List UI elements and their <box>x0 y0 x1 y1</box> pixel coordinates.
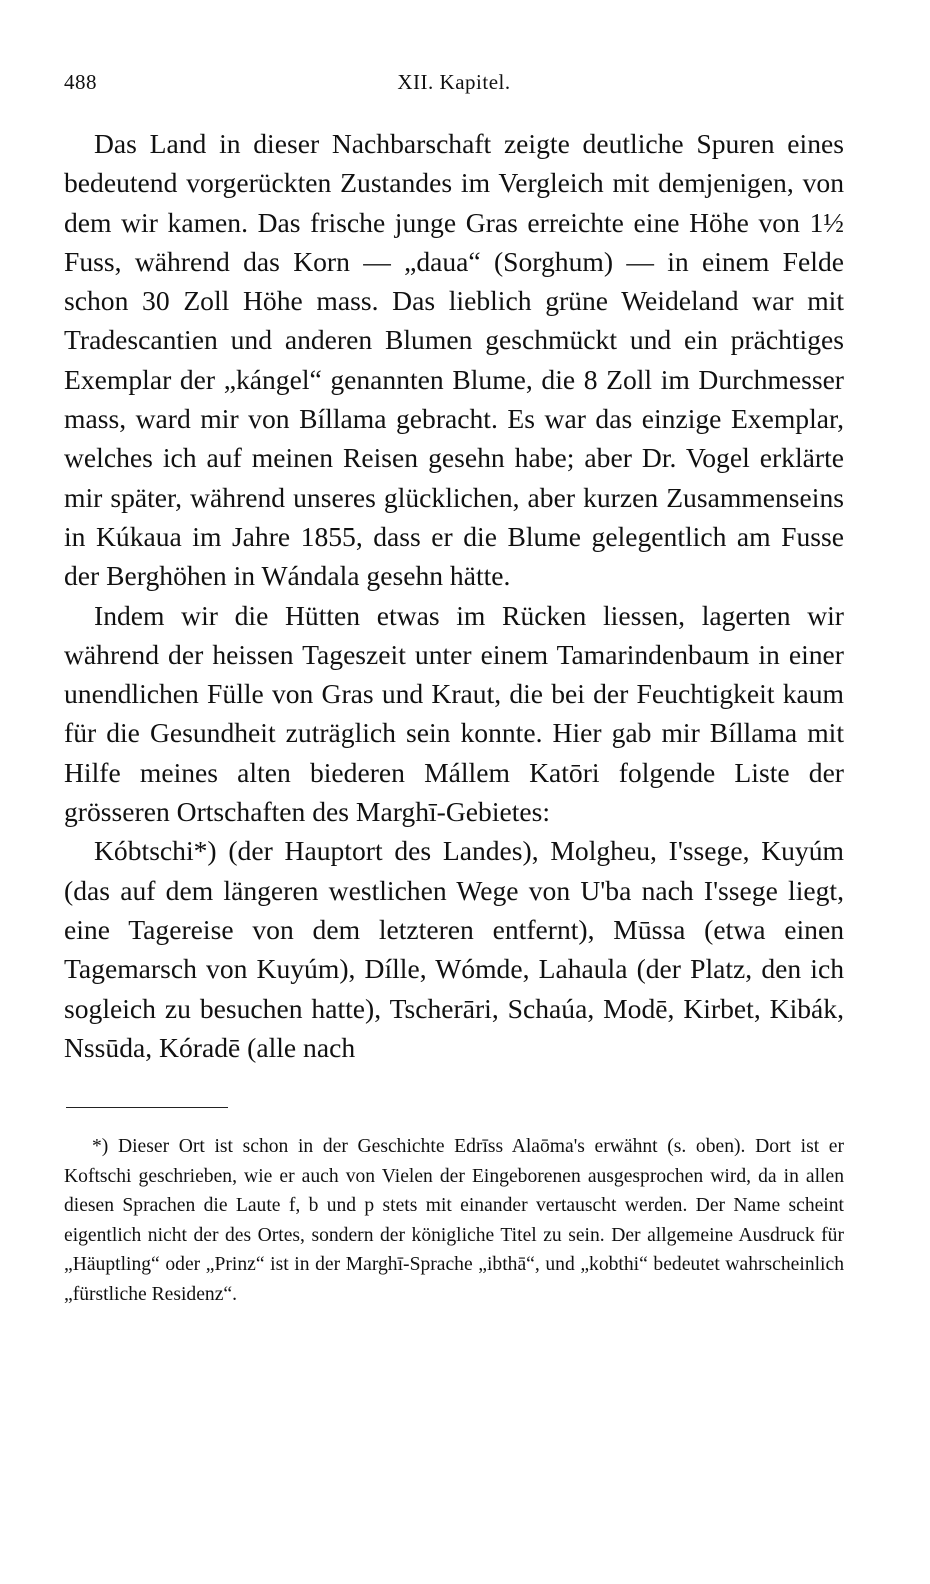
book-page <box>64 70 844 1329</box>
paragraph: Kóbtschi*) (der Hauptort des Landes), Molgheu, I'ssege, Kuyúm (das auf dem längeren westlichen Wege von U'ba nach I'ssege liegt, eine Tagereise von dem letzteren entfernt), Mūssa (etwa einen Tagemarsch von Kuyúm), Dílle, Wómde, Lahaula (der Platz, den ich sogleich zu besuchen hatte), Tscherāri, Schaúa, Modē, Kirbet, Kibák, Nssūda, Kóradē (alle nach <box>64 835 844 1063</box>
chapter-title: XII. Kapitel. <box>397 70 511 94</box>
footnote: *) Dieser Ort ist schon in der Geschichte Edrīss Alaōma's erwähnt (s. oben). Dort ist er Koftschi geschrieben, wie er auch von Vielen der Eingeborenen ausgesprochen wird, da in allen diesen Sprachen die Laute f, b und p stets mit einander vertauscht werden. Der Name scheint eigentlich nicht der des Ortes, sondern der königliche Titel zu sein. Der allgemeine Ausdruck für „Häuptling“ oder „Prinz“ ist in der Marghī-Sprache „ibthā“, und „kobthi“ bedeutet wahrscheinlich „fürstliche Residenz“. <box>64 1136 844 1305</box>
paragraph: Indem wir die Hütten etwas im Rücken liessen, lagerten wir während der heissen Tageszeit unter einem Tamarindenbaum in einer unendlichen Fülle von Gras und Kraut, die bei der Feuchtigkeit kaum für die Gesundheit zuträglich sein konnte. Hier gab mir Bíllama mit Hilfe meines alten biederen Mállem Katōri folgende Liste der grösseren Ortschaften des Marghī-Gebietes: <box>64 599 844 828</box>
footnote-divider <box>66 1107 228 1108</box>
paragraph: Das Land in dieser Nachbarschaft zeigte deutliche Spuren eines bedeutend vorgerückten Zustandes im Vergleich mit demjenigen, von dem wir kamen. Das frische junge Gras erreichte eine Höhe von 1½ Fuss, während das Korn — „daua“ (Sorghum) — in einem Felde schon 30 Zoll Höhe mass. Das lieblich grüne Weideland war mit Tradescantien und anderen Blumen geschmückt und ein prächtiges Exemplar der „kángel“ genannten Blume, die 8 Zoll im Durchmesser mass, ward mir von Bíllama gebracht. Es war das einzige Exemplar, welches ich auf meinen Reisen gesehn habe; aber Dr. Vogel erklärte mir später, während unseres glücklichen, aber kurzen Zusammenseins in Kúkaua im Jahre 1855, dass er die Blume gelegentlich am Fusse der Berghöhen in Wándala gesehn hätte. <box>64 128 844 592</box>
running-head <box>64 70 844 104</box>
page-number: 488 <box>64 70 97 94</box>
body-text <box>64 124 844 1067</box>
